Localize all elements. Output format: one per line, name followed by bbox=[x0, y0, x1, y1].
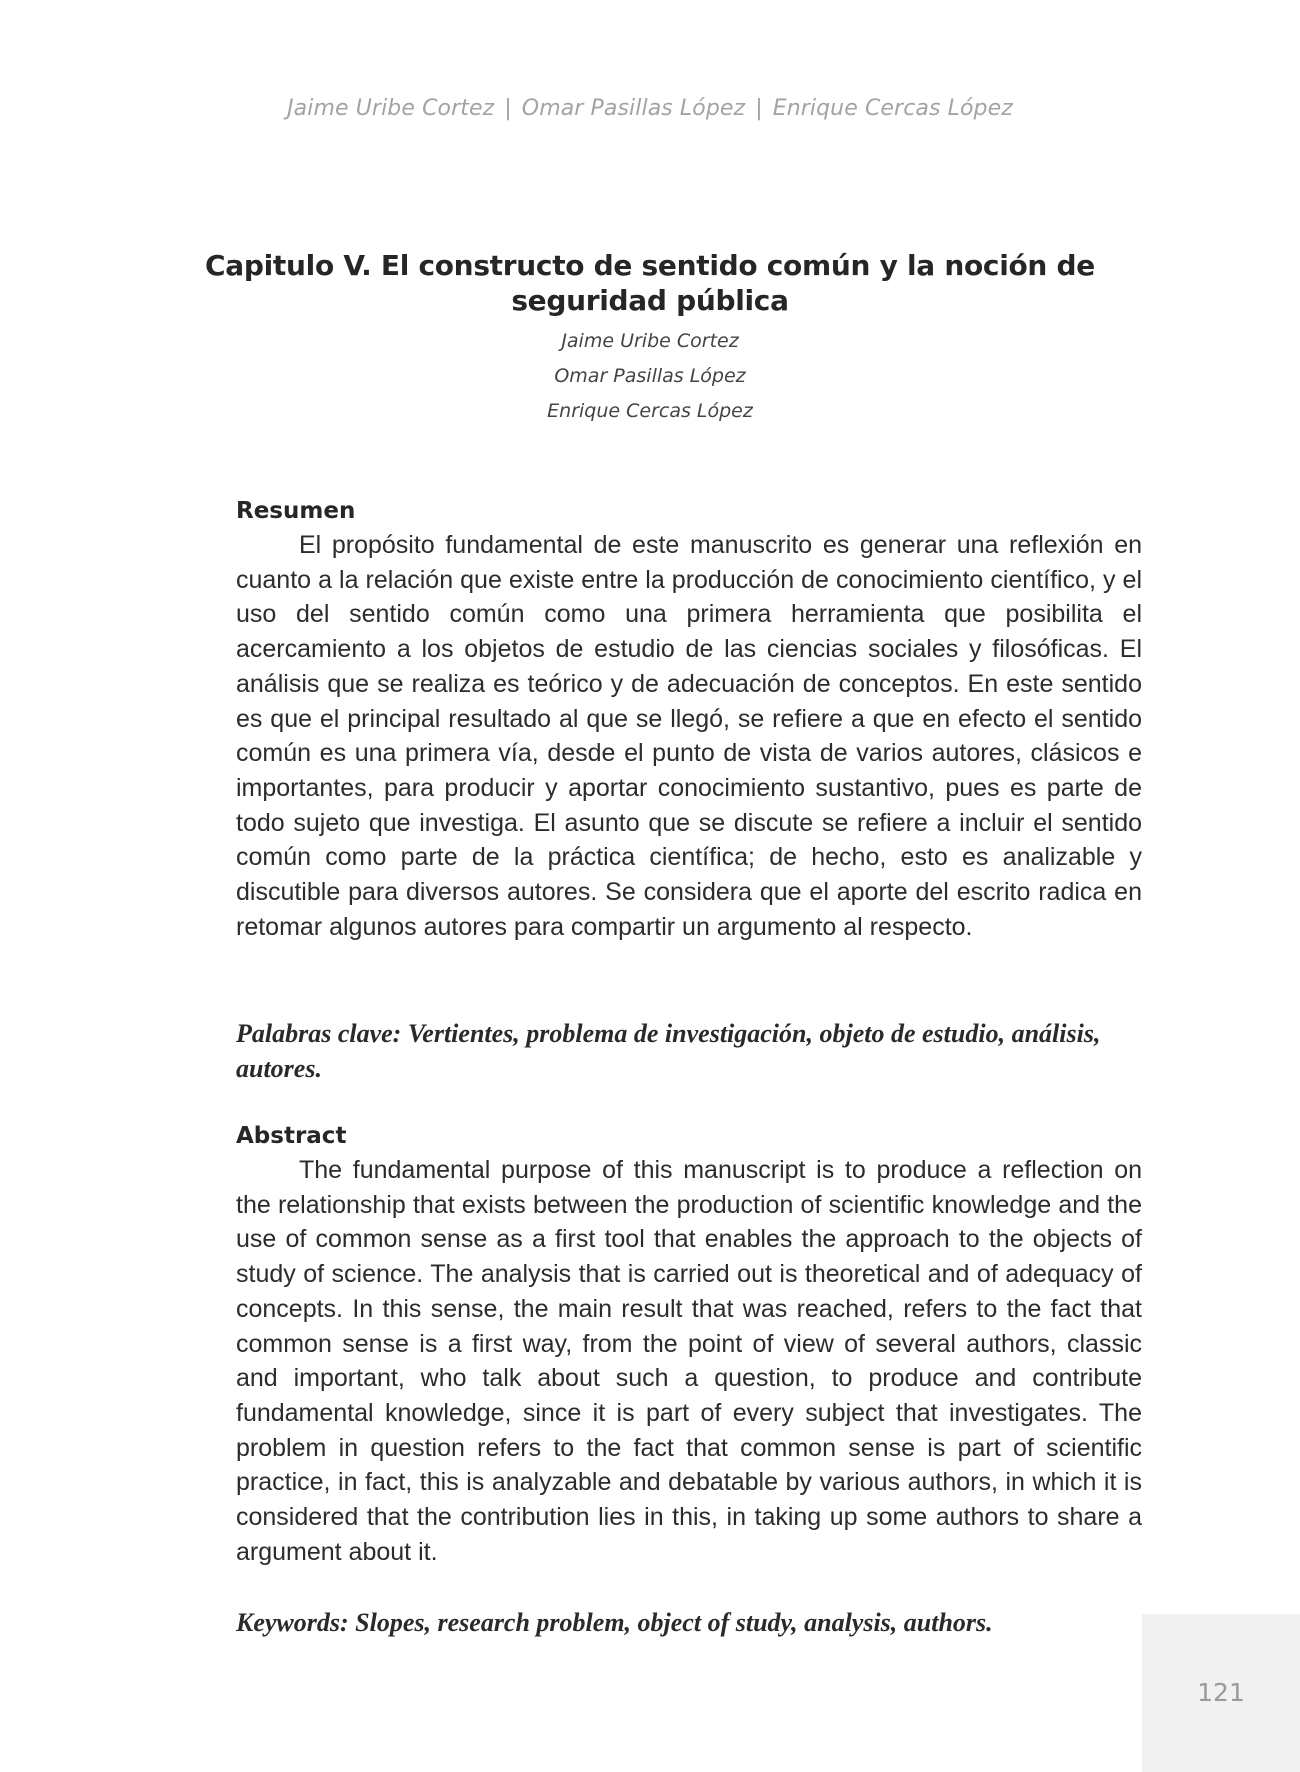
page-number: 121 bbox=[1197, 1678, 1245, 1707]
running-head bbox=[0, 96, 1300, 121]
running-head-author-1: Jaime Uribe Cortez bbox=[287, 96, 495, 121]
palabras-clave: Palabras clave: Vertientes, problema de investigación, objeto de estudio, análisis, autores. bbox=[236, 1019, 1101, 1083]
keywords: Keywords: Slopes, research problem, object of study, analysis, authors. bbox=[236, 1608, 993, 1637]
chapter-title: Capitulo V. El constructo de sentido común y la noción de seguridad pública bbox=[205, 249, 1095, 317]
resumen-section bbox=[236, 496, 1142, 944]
abstract-heading: Abstract bbox=[236, 1123, 347, 1149]
running-head-author-3: Enrique Cercas López bbox=[772, 96, 1013, 121]
chapter-authors bbox=[0, 324, 1300, 429]
resumen-heading: Resumen bbox=[236, 498, 356, 524]
author-name: Omar Pasillas López bbox=[554, 365, 746, 387]
abstract-body: The fundamental purpose of this manuscript is to produce a reflection on the relationship that exists between the production of scientific knowledge and the use of common sense as a first tool that enables the approach to the objects of study of science. The analysis that is carried out is theoretical and of adequacy of concepts. In this sense, the main result that was reached, refers to the fact that common sense is a first way, from the point of view of several authors, classic and important, who talk about such a question, to produce and contribute fundamental knowledge, since it is part of every subject that investigates. The problem in question refers to the fact that common sense is part of scientific practice, in fact, this is analyzable and debatable by various authors, in which it is considered that the contribution lies in this, in taking up some authors to share a argument about it. bbox=[236, 1156, 1142, 1566]
running-head-author-2: Omar Pasillas López bbox=[521, 96, 746, 121]
author-name: Jaime Uribe Cortez bbox=[561, 330, 739, 352]
running-head-separator: | bbox=[504, 96, 512, 121]
running-head-separator: | bbox=[755, 96, 763, 121]
author-name: Enrique Cercas López bbox=[547, 400, 753, 422]
abstract-section bbox=[236, 1121, 1142, 1569]
resumen-body: El propósito fundamental de este manuscrito es generar una reflexión en cuanto a la relación que existe entre la producción de conocimiento científico, y el uso del sentido común como una primera herramienta que posibilita el acercamiento a los objetos de estudio de las ciencias sociales y filosóficas. El análisis que se realiza es teórico y de adecuación de conceptos. En este sentido es que el principal resultado al que se llegó, se refiere a que en efecto el sentido común es una primera vía, desde el punto de vista de varios autores, clásicos e importantes, para producir y aportar conocimiento sustantivo, pues es parte de todo sujeto que investiga. El asunto que se discute se refiere a incluir el sentido común como parte de la práctica científica; de hecho, esto es analizable y discutible para diversos autores. Se considera que el aporte del escrito radica en retomar algunos autores para compartir un argumento al respecto. bbox=[236, 531, 1142, 941]
